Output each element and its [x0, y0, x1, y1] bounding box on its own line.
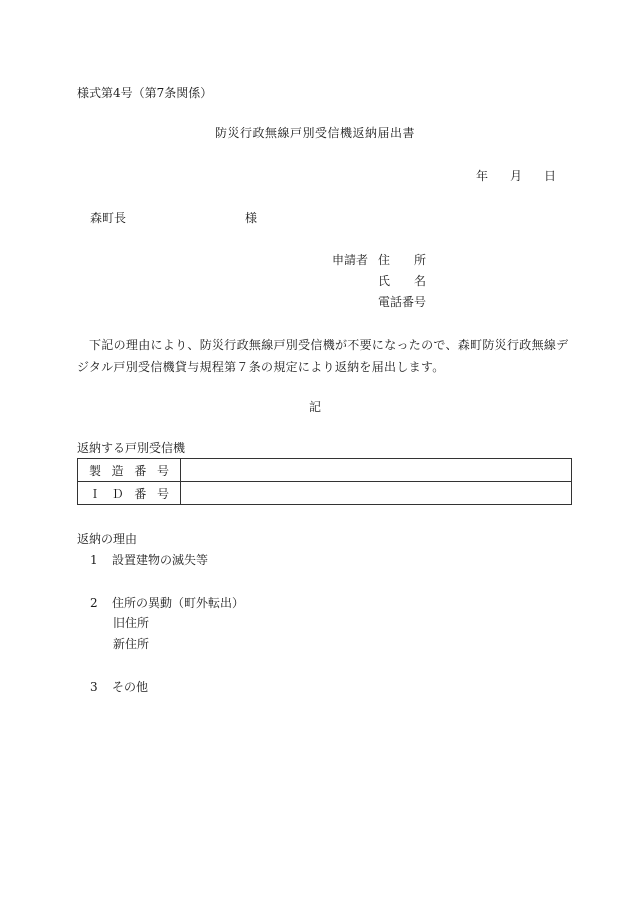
applicant-label: 申請者: [332, 253, 369, 267]
reason-text: 住所の異動（町外転出）: [112, 596, 245, 610]
reason-text: 設置建物の滅失等: [112, 553, 209, 567]
reason-text: その他: [112, 680, 149, 694]
table-row: [78, 482, 572, 505]
reason-number: 3: [90, 680, 98, 694]
document-title: 防災行政無線戸別受信機返納届出書: [214, 126, 415, 140]
reason-number: 2: [90, 596, 98, 610]
ki-heading: 記: [308, 400, 321, 414]
form-number: 様式第4号（第7条関係）: [77, 86, 213, 100]
date-month-label: 月: [510, 169, 523, 183]
id-number-field[interactable]: [181, 482, 572, 505]
addressee-name: 森町長: [90, 211, 127, 225]
date-day-label: 日: [544, 169, 557, 183]
serial-number-field[interactable]: [181, 459, 572, 482]
addressee: [90, 211, 258, 225]
reason-number: 1: [90, 553, 98, 567]
old-address-label: 旧住所: [113, 616, 150, 630]
new-address-label: 新住所: [113, 637, 150, 651]
body-paragraph: 下記の理由により、防災行政無線戸別受信機が不要になったので、森町防災行政無線デジタル戸別受信機貸与規程第７条の規定により返納を届出します。: [77, 338, 569, 374]
device-table: [77, 458, 572, 505]
reason-heading: 返納の理由: [77, 532, 138, 546]
serial-number-label: 製造番号: [78, 459, 181, 482]
list-item: [90, 553, 208, 567]
addressee-honorific: 様: [245, 211, 258, 225]
date-year-label: 年: [476, 169, 489, 183]
table-row: [78, 459, 572, 482]
applicant-phone-label: 電話番号: [378, 295, 427, 309]
applicant-name-label: 氏名: [378, 274, 426, 288]
list-item: [90, 596, 244, 610]
id-number-label: ＩＤ番号: [78, 482, 181, 505]
date-line: [476, 169, 556, 183]
list-item: [90, 680, 148, 694]
device-section-heading: 返納する戸別受信機: [77, 441, 186, 455]
applicant-address-label: 住所: [378, 253, 426, 267]
